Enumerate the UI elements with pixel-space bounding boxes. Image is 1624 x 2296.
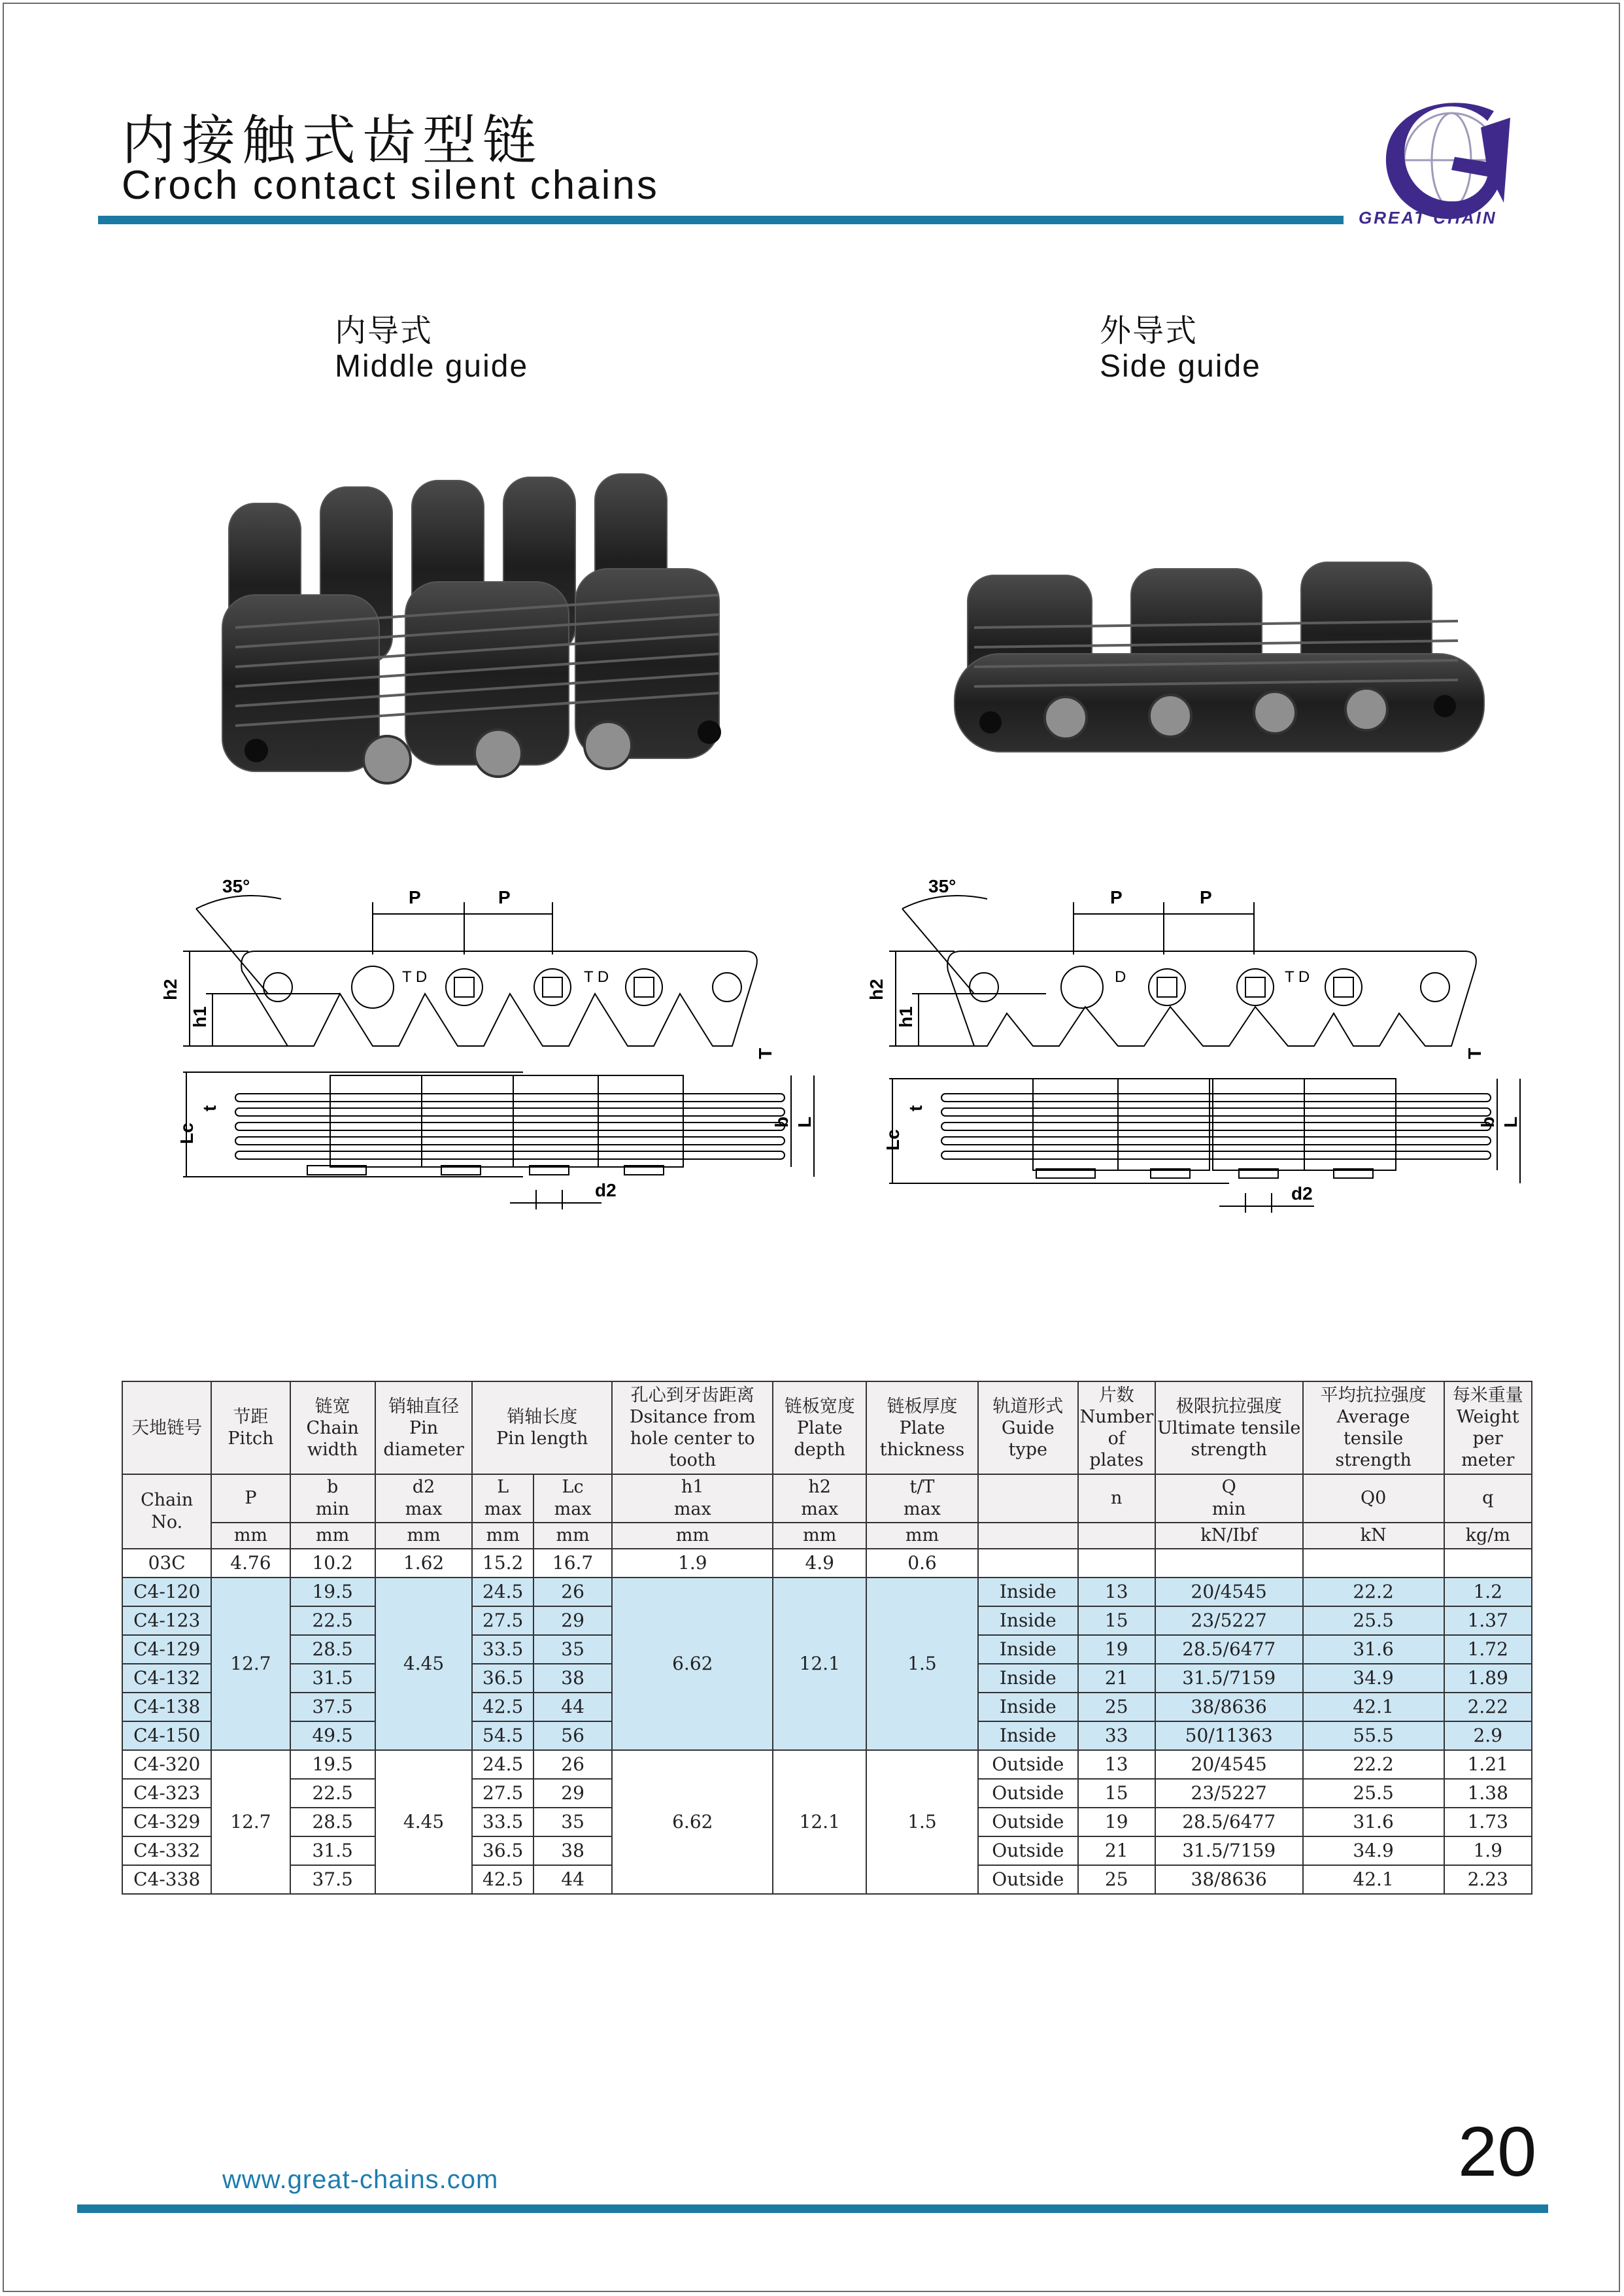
table-cell: 12.7: [211, 1578, 290, 1750]
table-cell: 1.5: [866, 1750, 978, 1894]
d2-label: d2: [595, 1180, 617, 1200]
table-cell: Outside: [978, 1836, 1078, 1865]
table-cell: 31.5: [290, 1664, 375, 1693]
h2-label: h2: [160, 979, 180, 1000]
table-cell: C4-120: [122, 1578, 211, 1606]
angle-label: 35°: [222, 876, 250, 896]
table-cell: 23/5227: [1155, 1606, 1303, 1635]
table-cell: 27.5: [472, 1779, 533, 1808]
table-cell: Inside: [978, 1693, 1078, 1721]
table-cell: Outside: [978, 1865, 1078, 1894]
table-cell: 15: [1078, 1779, 1155, 1808]
table-cell: 34.9: [1303, 1836, 1444, 1865]
table-cell: 29: [533, 1606, 612, 1635]
table-cell: 28.5/6477: [1155, 1808, 1303, 1836]
spec-table: [122, 1381, 1532, 1895]
col-width: 链宽 Chain width: [290, 1381, 375, 1474]
table-row: [122, 1750, 1532, 1779]
table-cell: 56: [533, 1721, 612, 1750]
h1-label: h1: [190, 1006, 210, 1028]
footer-rule: [77, 2204, 1548, 2213]
table-cell: C4-150: [122, 1721, 211, 1750]
col-plate-thickness: 链板厚度 Plate thickness: [866, 1381, 978, 1474]
col-average: 平均抗拉强度 Average tensile strength: [1303, 1381, 1444, 1474]
table-cell: C4-123: [122, 1606, 211, 1635]
table-cell: 1.72: [1444, 1635, 1532, 1664]
table-cell: 29: [533, 1779, 612, 1808]
table-cell: Inside: [978, 1578, 1078, 1606]
website-link[interactable]: www.great-chains.com: [222, 2165, 499, 2194]
header-rule: [98, 216, 1344, 224]
col-pin-length: 销轴长度 Pin length: [472, 1381, 612, 1474]
td-label-2: T D: [584, 968, 609, 986]
table-cell: 33.5: [472, 1808, 533, 1836]
table-cell: 37.5: [290, 1693, 375, 1721]
pitch-label-1: P: [409, 887, 421, 907]
table-cell: 25: [1078, 1865, 1155, 1894]
table-cell: 31.6: [1303, 1635, 1444, 1664]
brand-name: GREAT CHAIN: [1359, 208, 1497, 228]
table-cell: 1.73: [1444, 1808, 1532, 1836]
table-cell: 35: [533, 1808, 612, 1836]
table-cell: 42.5: [472, 1865, 533, 1894]
table-unit-row: mm mm mm mm mm mm mm mm kN/Ibf kN kg/m: [122, 1523, 1532, 1549]
table-cell: 19.5: [290, 1578, 375, 1606]
table-cell: 22.2: [1303, 1578, 1444, 1606]
table-cell: 54.5: [472, 1721, 533, 1750]
table-cell: Inside: [978, 1664, 1078, 1693]
side-guide-label-en: Side guide: [1100, 349, 1261, 384]
table-cell: 26: [533, 1750, 612, 1779]
table-row: [122, 1578, 1532, 1606]
table-cell: 38: [533, 1836, 612, 1865]
table-cell: 22.5: [290, 1606, 375, 1635]
col-ultimate: 极限抗拉强度 Ultimate tensile strength: [1155, 1381, 1303, 1474]
table-cell: 34.9: [1303, 1664, 1444, 1693]
table-cell: 19: [1078, 1808, 1155, 1836]
table-cell: 13: [1078, 1750, 1155, 1779]
T-label-side: T: [1464, 1047, 1485, 1059]
table-cell: Outside: [978, 1808, 1078, 1836]
table-cell: 22.2: [1303, 1750, 1444, 1779]
table-cell: 20/4545: [1155, 1578, 1303, 1606]
table-cell: 31.6: [1303, 1808, 1444, 1836]
table-cell: 42.1: [1303, 1865, 1444, 1894]
middle-guide-chain-photo: [209, 458, 752, 811]
pitch-label-side-2: P: [1200, 887, 1212, 907]
col-weight: 每米重量 Weight per meter: [1444, 1381, 1532, 1474]
side-guide-chain-photo: [948, 556, 1497, 771]
table-cell: 38: [533, 1664, 612, 1693]
page-title-zh: 内接触式齿型链: [122, 110, 543, 172]
table-cell: 4.45: [375, 1578, 473, 1750]
lc-label-side: Lc: [883, 1129, 903, 1151]
table-cell: Inside: [978, 1606, 1078, 1635]
col-plates: 片数 Number of plates: [1078, 1381, 1155, 1474]
table-cell: 28.5: [290, 1808, 375, 1836]
table-cell: 28.5/6477: [1155, 1635, 1303, 1664]
table-cell: 55.5: [1303, 1721, 1444, 1750]
table-cell: C4-129: [122, 1635, 211, 1664]
table-cell: 24.5: [472, 1750, 533, 1779]
table-cell: 12.1: [773, 1750, 866, 1894]
table-cell: 1.89: [1444, 1664, 1532, 1693]
table-cell: 35: [533, 1635, 612, 1664]
table-cell: 33: [1078, 1721, 1155, 1750]
table-cell: 25.5: [1303, 1779, 1444, 1808]
pitch-label-side-1: P: [1110, 887, 1123, 907]
table-cell: 44: [533, 1865, 612, 1894]
h2-label-side: h2: [866, 979, 887, 1000]
table-cell: Outside: [978, 1750, 1078, 1779]
page-title-en: Croch contact silent chains: [122, 163, 659, 208]
table-cell: 50/11363: [1155, 1721, 1303, 1750]
table-cell: 31.5/7159: [1155, 1836, 1303, 1865]
col-pitch: 节距 Pitch: [211, 1381, 290, 1474]
table-cell: 22.5: [290, 1779, 375, 1808]
table-cell: Inside: [978, 1721, 1078, 1750]
table-cell: 19: [1078, 1635, 1155, 1664]
td-label-1: T D: [402, 968, 428, 986]
table-cell: 25: [1078, 1693, 1155, 1721]
table-cell: 21: [1078, 1664, 1155, 1693]
h1-label-side: h1: [896, 1006, 916, 1028]
table-cell: 36.5: [472, 1836, 533, 1865]
col-plate-depth: 链板宽度 Plate depth: [773, 1381, 866, 1474]
table-symbol-row: Chain No. P b min d2 max L max Lc max h1 max h2 max t/T max n Q min Q0 q: [122, 1474, 1532, 1523]
T-label: T: [755, 1047, 775, 1059]
table-header-row: [122, 1381, 1532, 1474]
col-distance: 孔心到牙齿距离 Dsitance from hole center to tooth: [612, 1381, 773, 1474]
table-cell: 12.7: [211, 1750, 290, 1894]
table-cell: 4.45: [375, 1750, 473, 1894]
table-cell: 6.62: [612, 1578, 773, 1750]
table-cell: 21: [1078, 1836, 1155, 1865]
side-guide-diagram: [863, 863, 1543, 1229]
table-cell: 13: [1078, 1578, 1155, 1606]
table-cell: 27.5: [472, 1606, 533, 1635]
table-cell: 19.5: [290, 1750, 375, 1779]
page-number: 20: [1458, 2112, 1537, 2191]
middle-guide-label-zh: 内导式: [335, 314, 433, 348]
middle-guide-diagram: [157, 863, 837, 1229]
b-label-side: b: [1478, 1116, 1498, 1128]
table-cell: 28.5: [290, 1635, 375, 1664]
d-label-side: D: [1115, 968, 1126, 986]
pitch-label-2: P: [498, 887, 511, 907]
table-cell: C4-332: [122, 1836, 211, 1865]
table-cell: 26: [533, 1578, 612, 1606]
angle-label-side: 35°: [928, 876, 956, 896]
table-cell: 38/8636: [1155, 1865, 1303, 1894]
table-cell: 38/8636: [1155, 1693, 1303, 1721]
table-cell: 33.5: [472, 1635, 533, 1664]
table-cell: 2.22: [1444, 1693, 1532, 1721]
table-cell: 24.5: [472, 1578, 533, 1606]
t-label: t: [199, 1105, 220, 1111]
middle-guide-caption: [335, 314, 528, 384]
col-chain-no: 天地链号: [122, 1381, 211, 1474]
L-label-side: L: [1500, 1116, 1521, 1128]
table-cell: 1.2: [1444, 1578, 1532, 1606]
table-cell: 2.23: [1444, 1865, 1532, 1894]
lc-label: Lc: [177, 1123, 197, 1144]
table-cell: 2.9: [1444, 1721, 1532, 1750]
chain-no-label: Chain No.: [122, 1474, 211, 1549]
table-cell: 49.5: [290, 1721, 375, 1750]
table-cell: Inside: [978, 1635, 1078, 1664]
table-cell: 1.37: [1444, 1606, 1532, 1635]
col-guide-type: 轨道形式 Guide type: [978, 1381, 1078, 1474]
table-cell: C4-138: [122, 1693, 211, 1721]
b-label: b: [771, 1116, 792, 1128]
t-label-side: t: [905, 1105, 926, 1111]
L-label: L: [794, 1116, 815, 1128]
table-cell: C4-320: [122, 1750, 211, 1779]
table-cell: 23/5227: [1155, 1779, 1303, 1808]
table-cell: 37.5: [290, 1865, 375, 1894]
table-cell: 12.1: [773, 1578, 866, 1750]
table-cell: 25.5: [1303, 1606, 1444, 1635]
side-guide-label-zh: 外导式: [1100, 314, 1198, 348]
table-cell: 31.5: [290, 1836, 375, 1865]
table-cell: 1.5: [866, 1578, 978, 1750]
table-cell: C4-329: [122, 1808, 211, 1836]
middle-guide-label-en: Middle guide: [335, 349, 529, 384]
d2-label-side: d2: [1291, 1183, 1313, 1204]
table-cell: Outside: [978, 1779, 1078, 1808]
table-cell: 44: [533, 1693, 612, 1721]
side-guide-caption: [1100, 314, 1261, 384]
table-cell: 31.5/7159: [1155, 1664, 1303, 1693]
table-cell: 36.5: [472, 1664, 533, 1693]
table-cell: 1.38: [1444, 1779, 1532, 1808]
table-cell: 1.21: [1444, 1750, 1532, 1779]
table-row-03c: 03C 4.76 10.2 1.62 15.2 16.7 1.9 4.9 0.6: [122, 1549, 1532, 1578]
table-cell: C4-338: [122, 1865, 211, 1894]
col-pin-diameter: 销轴直径 Pin diameter: [375, 1381, 473, 1474]
table-cell: 6.62: [612, 1750, 773, 1894]
table-cell: C4-323: [122, 1779, 211, 1808]
table-cell: 42.5: [472, 1693, 533, 1721]
table-cell: 20/4545: [1155, 1750, 1303, 1779]
table-cell: 42.1: [1303, 1693, 1444, 1721]
table-cell: C4-132: [122, 1664, 211, 1693]
td-label-side: T D: [1285, 968, 1310, 986]
table-cell: 1.9: [1444, 1836, 1532, 1865]
table-cell: 15: [1078, 1606, 1155, 1635]
